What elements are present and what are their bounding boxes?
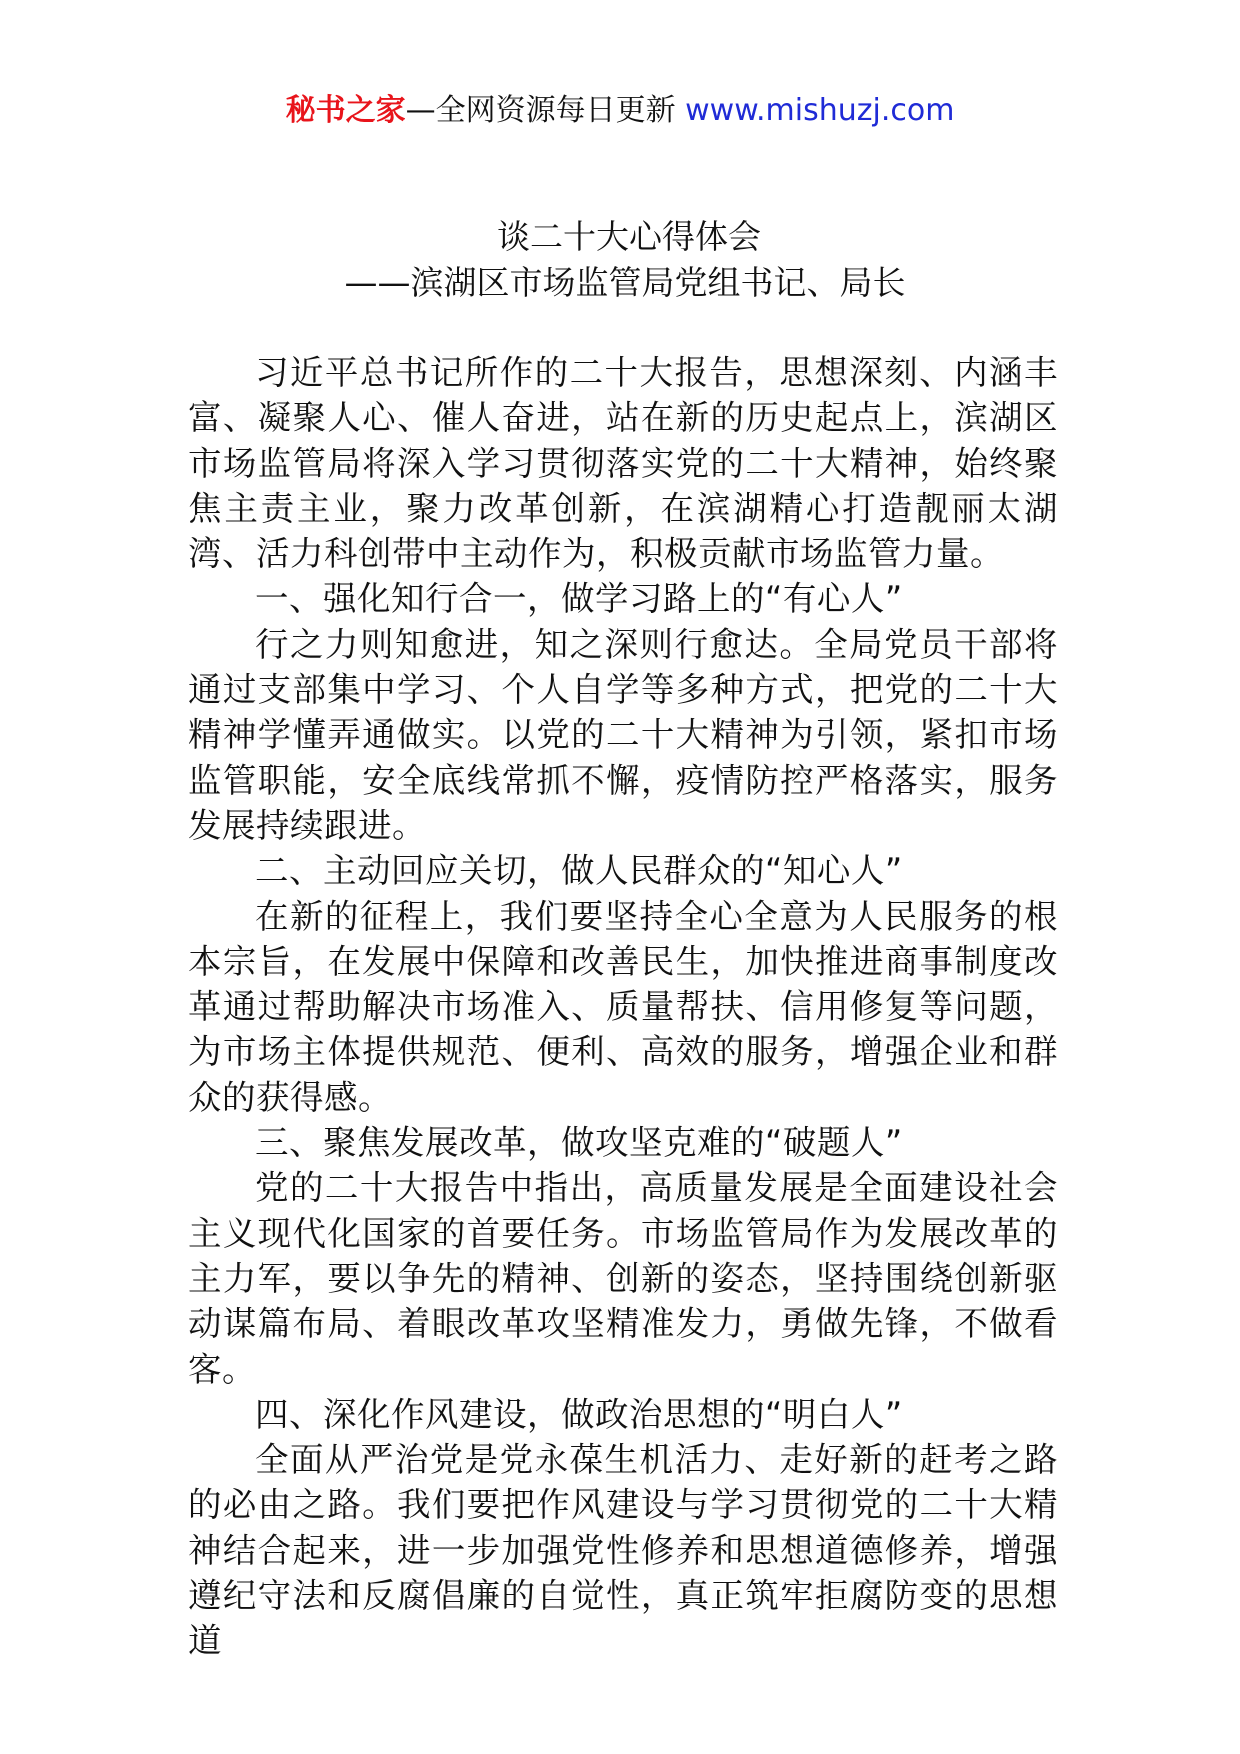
- section-heading-1: 一、强化知行合一，做学习路上的“有心人”: [255, 579, 903, 619]
- site-tagline: —全网资源每日更新: [405, 93, 686, 128]
- document-subtitle: ——滨湖区市场监管局党组书记、局长: [344, 263, 906, 302]
- title-block: [0, 214, 1240, 306]
- site-url-link[interactable]: www.mishuzj.com: [685, 93, 955, 128]
- section-paragraph-4: 全面从严治党是党永葆生机活力、走好新的赶考之路的必由之路。我们要把作风建设与学习贯彻党的二十大精神结合起来，进一步加强党性修养和思想道德修养，增强遵纪守法和反腐倡廉的自觉性，真正筑牢拒腐防变的思想道: [188, 1440, 1058, 1661]
- section-paragraph-2: 在新的征程上，我们要坚持全心全意为人民服务的根本宗旨，在发展中保障和改善民生，加快推进商事制度改革通过帮助解决市场准入、质量帮扶、信用修复等问题，为市场主体提供规范、便利、高效的服务，增强企业和群众的获得感。: [188, 896, 1058, 1117]
- section-heading-3: 三、聚焦发展改革，做攻坚克难的“破题人”: [255, 1123, 903, 1163]
- document-title: 谈二十大心得体会: [497, 217, 761, 256]
- site-header: [0, 88, 1240, 134]
- section-paragraph-1: 行之力则知愈进，知之深则行愈达。全局党员干部将通过支部集中学习、个人自学等多种方式，把党的二十大精神学懂弄通做实。以党的二十大精神为引领，紧扣市场监管职能，安全底线常抓不懈，疫情防控严格落实，服务发展持续跟进。: [188, 624, 1058, 845]
- site-brand: 秘书之家: [285, 93, 406, 128]
- section-paragraph-3: 党的二十大报告中指出，高质量发展是全面建设社会主义现代化国家的首要任务。市场监管局作为发展改革的主力军，要以争先的精神、创新的姿态，坚持围绕创新驱动谋篇布局、着眼改革攻坚精准发力，勇做先锋，不做看客。: [188, 1168, 1058, 1389]
- intro-paragraph: 习近平总书记所作的二十大报告，思想深刻、内涵丰富、凝聚人心、催人奋进，站在新的历史起点上，滨湖区市场监管局将深入学习贯彻落实党的二十大精神，始终聚焦主责主业，聚力改革创新，在滨湖精心打造靓丽太湖湾、活力科创带中主动作为，积极贡献市场监管力量。: [188, 353, 1058, 574]
- document-body: [188, 350, 1058, 1664]
- section-heading-4: 四、深化作风建设，做政治思想的“明白人”: [255, 1394, 903, 1434]
- section-heading-2: 二、主动回应关切，做人民群众的“知心人”: [255, 851, 903, 891]
